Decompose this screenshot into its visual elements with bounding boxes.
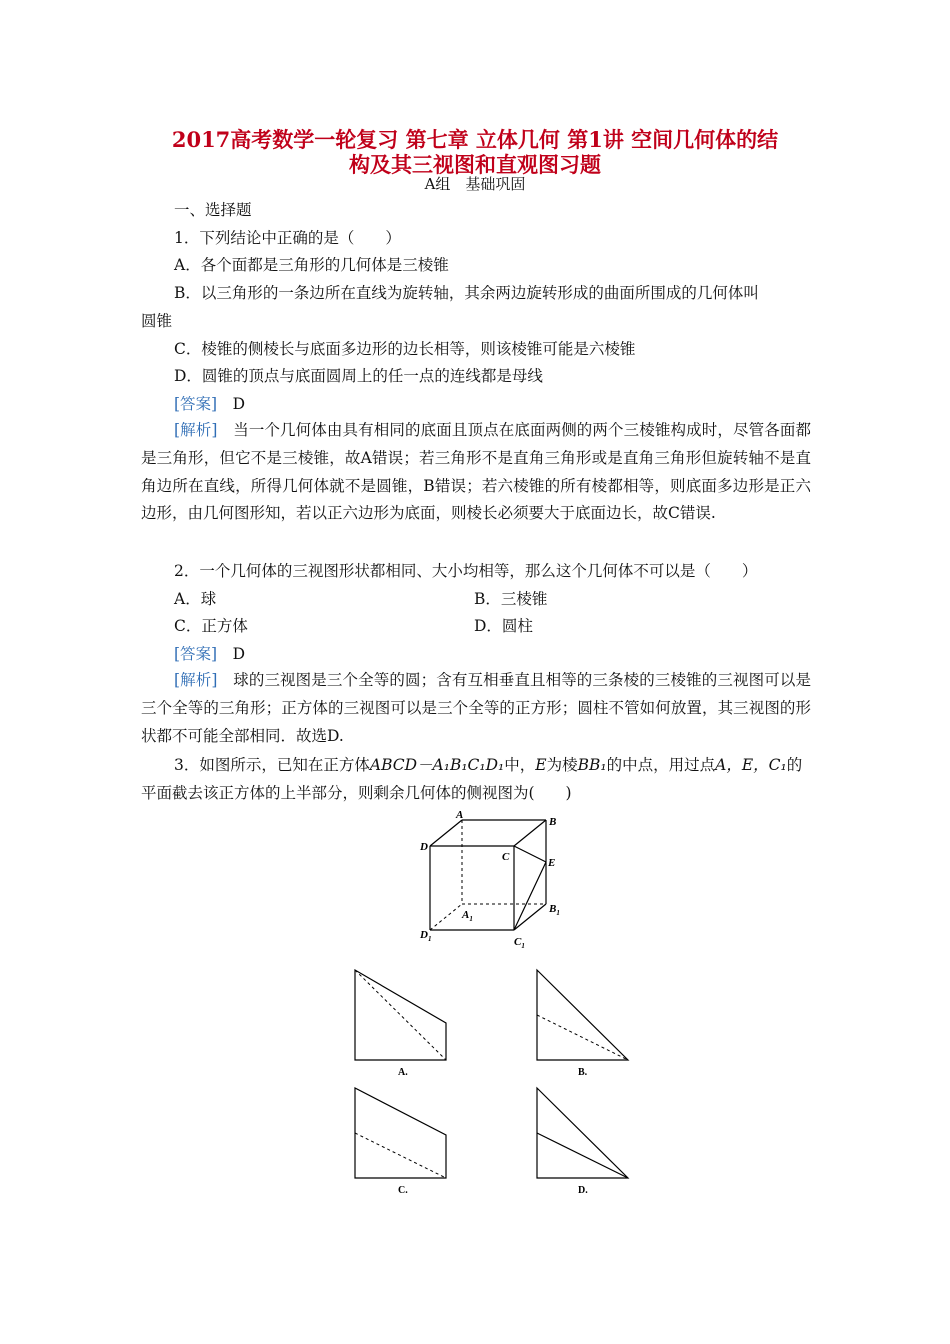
analysis-text: 球的三视图是三个全等的圆；含有互相垂直且相等的三条棱的三棱锥的三视图可以是三个全等的三角形；正方体的三视图可以是三个全等的正方形；圆柱不管如何放置，其三视图的形状都不可能全部相同．故选D. xyxy=(141,671,811,745)
option-d-label: D. xyxy=(578,1185,588,1196)
q3-cube-name: ABCD－A₁B₁C₁D₁ xyxy=(369,756,505,774)
option-c-label: C. xyxy=(398,1185,408,1196)
cube-figure xyxy=(418,808,568,958)
q2-answer xyxy=(174,644,245,664)
q3-stem-end: 的 xyxy=(786,756,803,774)
q1-option-d: D．圆锥的顶点与底面圆周上的任一点的连线都是母线 xyxy=(174,367,543,385)
label-D: D xyxy=(420,841,428,853)
q2-stem: 2．一个几何体的三视图形状都相同、大小均相等，那么这个几何体不可以是（ ） xyxy=(174,562,758,580)
label-A1: $A_1$ xyxy=(462,909,473,923)
analysis-text: 当一个几何体由具有相同的底面且顶点在底面两侧的两个三棱锥构成时，尽管各面都是三角形，但它不是三棱锥，故A错误；若三角形不是直角三角形或是直角三角形但旋转轴不是直角边所在直线，所得几何体就不是圆锥，B错误；若六棱锥的所有棱都相等，则底面多边形是正六边形，由几何图形知，若以正六边形为底面，则棱长必须要大于底面边长，故C错误. xyxy=(141,421,811,523)
q3-point-e: E xyxy=(535,756,547,774)
q2-analysis xyxy=(141,667,811,750)
label-E: E xyxy=(548,857,556,869)
answer-tag: [答案] xyxy=(174,395,218,413)
answer-value: D xyxy=(232,645,246,663)
label-B1: $B_1$ xyxy=(549,903,560,917)
q1-answer xyxy=(174,394,245,414)
analysis-tag: [解析] xyxy=(174,671,218,689)
option-b-view xyxy=(532,965,636,1081)
title-line-1: 2017高考数学一轮复习 第七章 立体几何 第1讲 空间几何体的结 xyxy=(171,127,779,152)
q2-option-b: B．三棱锥 xyxy=(474,590,548,608)
q2-option-c: C．正方体 xyxy=(174,617,248,635)
answer-value: D xyxy=(232,395,246,413)
q1-option-b: B．以三角形的一条边所在直线为旋转轴，其余两边旋转形成的曲面所围成的几何体叫 xyxy=(174,284,759,302)
q3-stem-line2: 平面截去该正方体的上半部分，则剩余几何体的侧视图为( ) xyxy=(141,784,572,802)
q3-stem xyxy=(174,755,802,775)
option-d-view xyxy=(532,1083,636,1199)
title-line-2: 构及其三视图和直观图习题 xyxy=(349,152,601,177)
q1-stem: 1．下列结论中正确的是（ ） xyxy=(174,229,401,247)
label-D1: $D_1$ xyxy=(420,929,432,943)
q1-analysis xyxy=(141,417,811,528)
q1-option-a: A．各个面都是三角形的几何体是三棱锥 xyxy=(174,256,449,274)
option-a-view xyxy=(350,965,454,1081)
label-A: A xyxy=(456,809,464,821)
q3-stem-mid: 中， xyxy=(504,756,536,774)
section-heading: 一、选择题 xyxy=(174,201,252,219)
option-c-view xyxy=(350,1083,454,1199)
q3-stem-mid2: 为棱 xyxy=(546,756,578,774)
group-heading: A组 基础巩固 xyxy=(424,175,526,193)
q3-edge: BB₁ xyxy=(577,756,607,774)
q3-stem-pre: 3．如图所示，已知在正方体 xyxy=(174,756,370,774)
q1-option-c: C．棱锥的侧棱长与底面多边形的边长相等，则该棱锥可能是六棱锥 xyxy=(174,340,636,358)
q2-option-d: D．圆柱 xyxy=(474,617,533,635)
q3-points: A，E，C₁ xyxy=(715,756,787,774)
q1-option-b-cont: 圆锥 xyxy=(141,312,173,330)
label-C: C xyxy=(502,851,510,863)
option-a-label: A. xyxy=(398,1067,408,1078)
q3-stem-mid3: 的中点，用过点 xyxy=(606,756,716,774)
option-b-label: B. xyxy=(578,1067,588,1078)
label-C1: $C_1$ xyxy=(514,936,525,950)
q2-option-a: A．球 xyxy=(174,590,217,608)
label-B: B xyxy=(549,816,557,828)
answer-tag: [答案] xyxy=(174,645,218,663)
analysis-tag: [解析] xyxy=(174,421,218,439)
